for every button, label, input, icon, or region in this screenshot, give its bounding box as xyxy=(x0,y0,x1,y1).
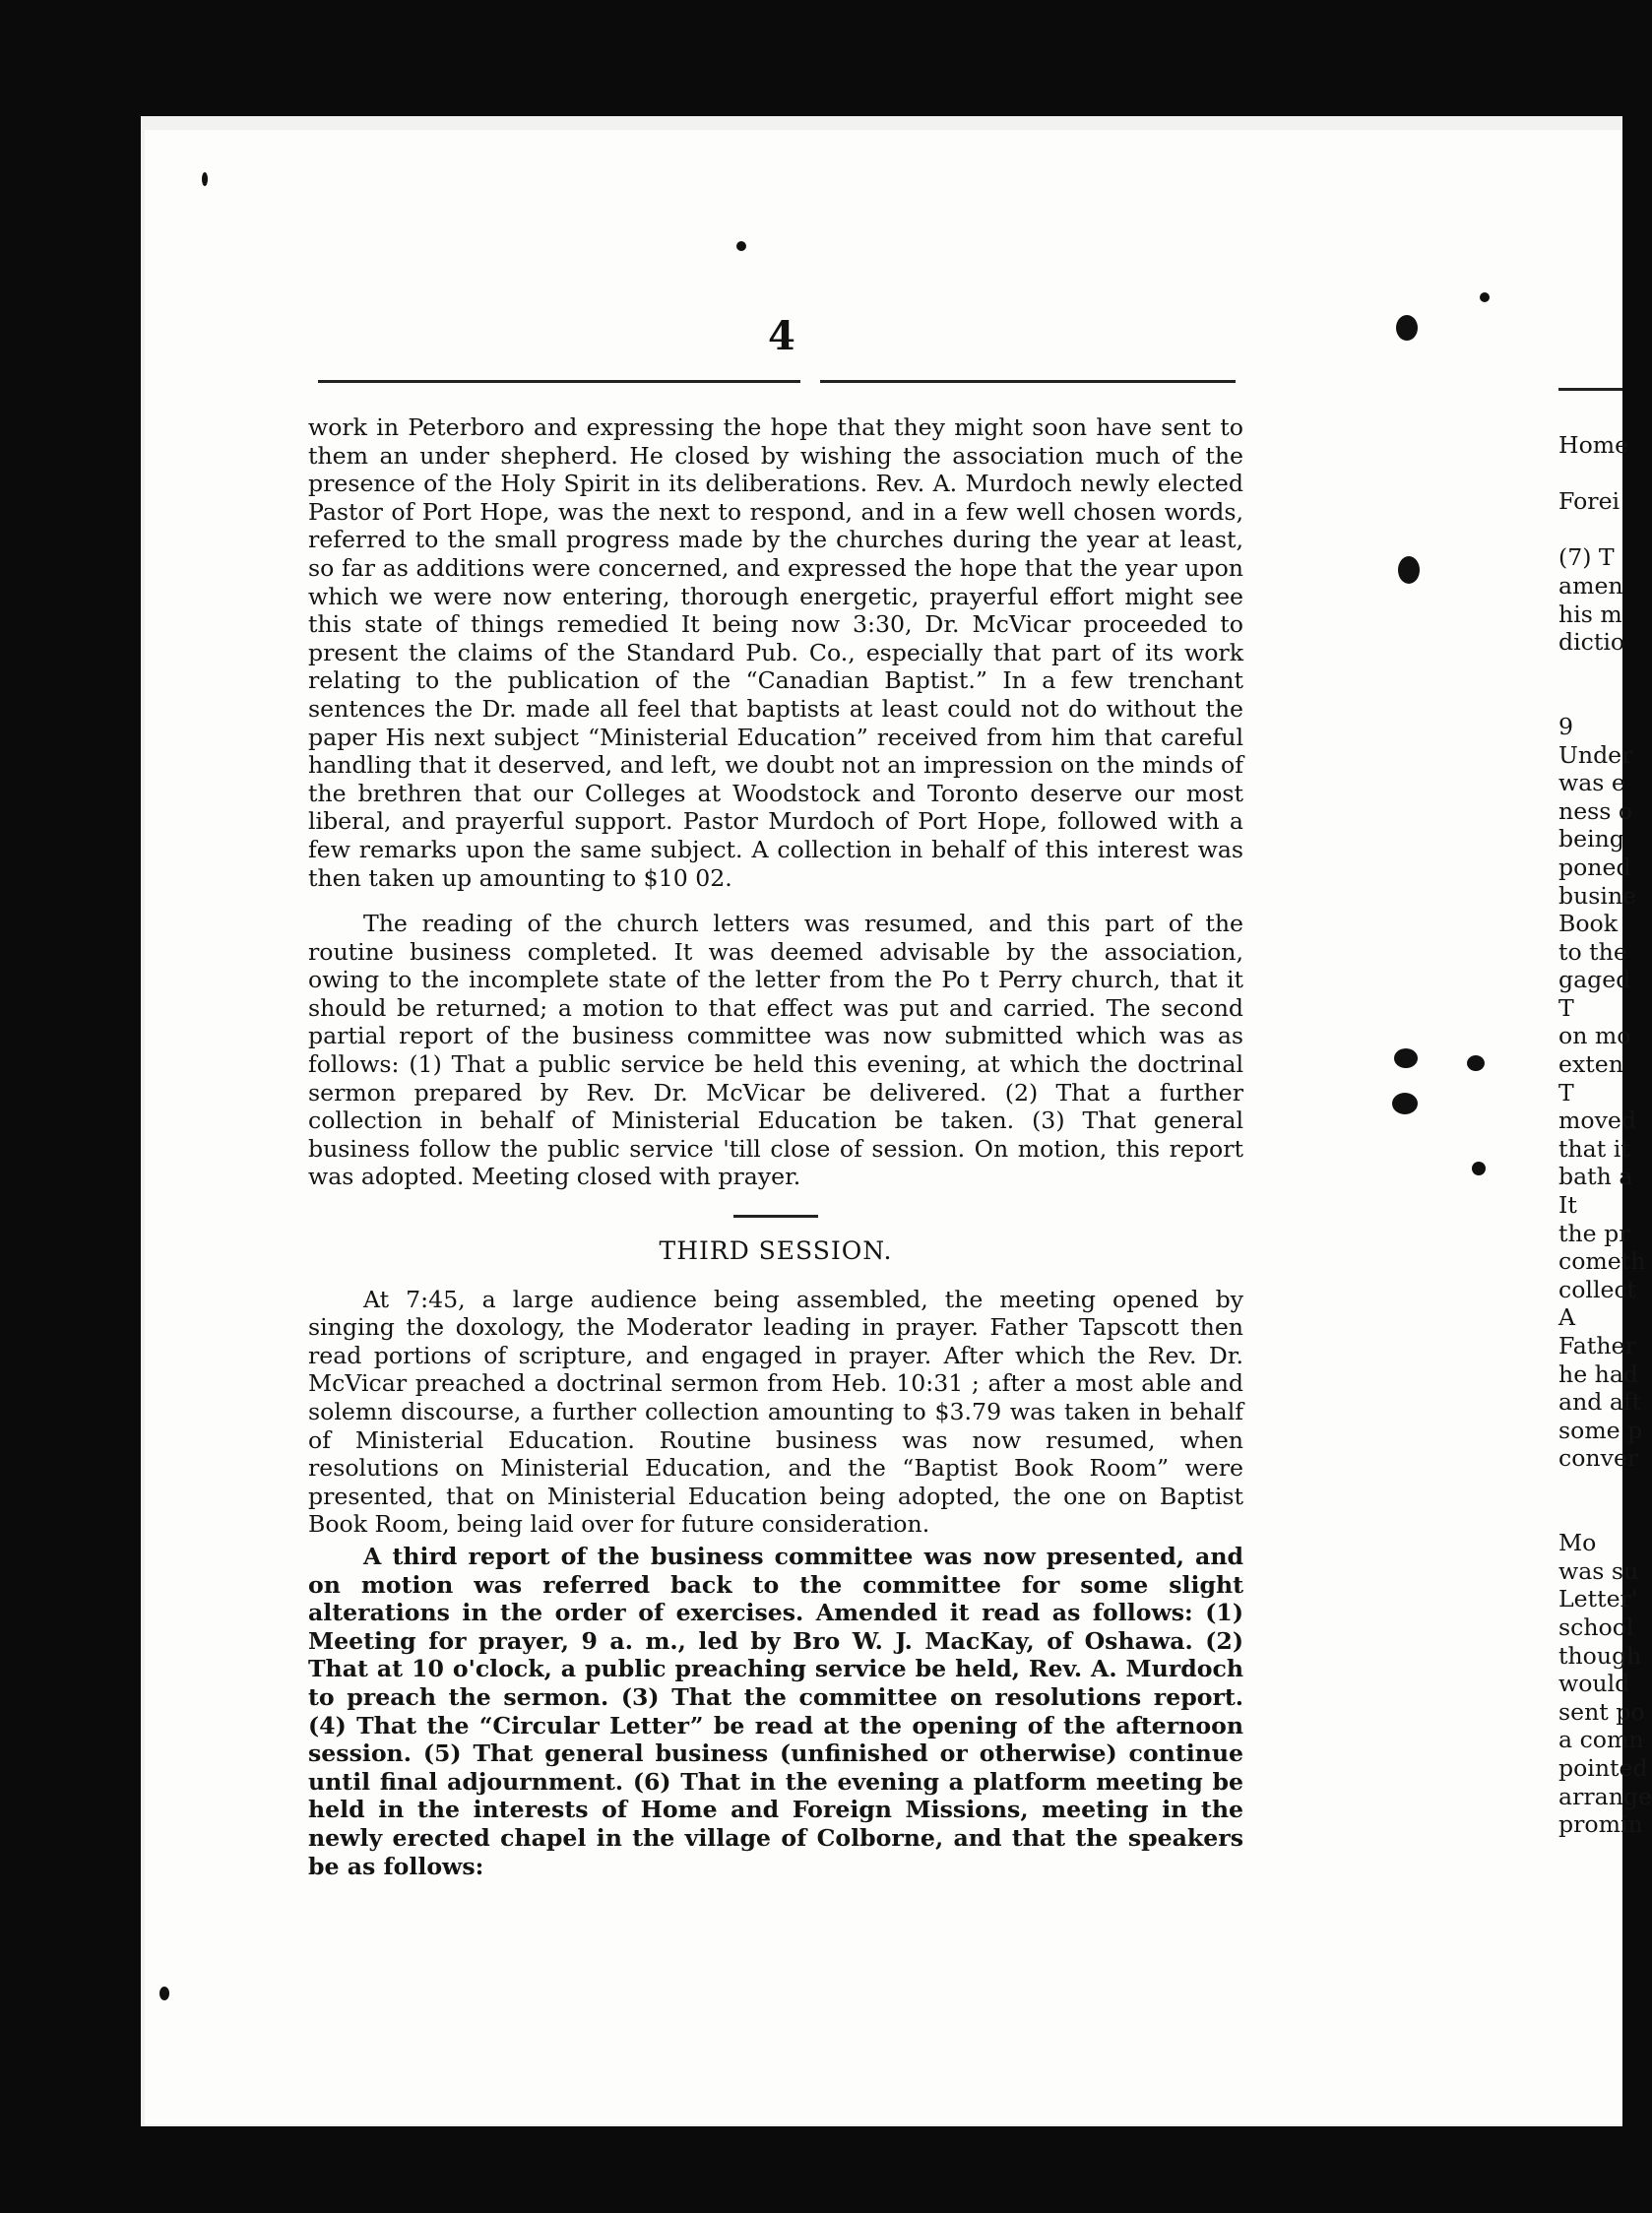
adjacent-column-line xyxy=(1558,1501,1627,1530)
adjacent-column-line: to the xyxy=(1558,937,1627,966)
header-rule-right xyxy=(820,380,1236,383)
adjacent-column-line xyxy=(1558,1473,1627,1501)
adjacent-column-line: amen xyxy=(1558,571,1623,600)
scan-speck xyxy=(736,241,746,251)
page-number: 4 xyxy=(768,313,795,359)
adjacent-column-line: he had xyxy=(1558,1359,1639,1388)
scan-speck xyxy=(202,172,208,186)
scan-speck xyxy=(159,1987,169,2000)
adjacent-column-line: moved xyxy=(1558,1106,1636,1135)
adjacent-column-line: a comn xyxy=(1558,1726,1644,1754)
adjacent-column-line: promin xyxy=(1558,1810,1643,1839)
adjacent-column-line: Father xyxy=(1558,1332,1636,1359)
adjacent-column-line: 9 xyxy=(1558,712,1574,740)
adjacent-column-line: gaged xyxy=(1558,966,1631,994)
adjacent-column-line: T xyxy=(1558,993,1574,1022)
adjacent-column-line: school xyxy=(1558,1612,1634,1641)
scan-speck xyxy=(1472,1162,1486,1175)
adjacent-column-line: Book xyxy=(1558,910,1619,938)
adjacent-column-rule xyxy=(1558,388,1622,391)
paragraph-third-report: A third report of the business committee was now presented, and on motion was referred back to the committee for some slight alterations in the order of exercises. Amended it read as follows: (1) Meeting for prayer, 9 a. m., led by Bro W. J. MacKay, of Oshawa. (2) That at 10 o'clock, a public preaching service be held, Rev. A. Murdoch to preach the sermon. (3) That the committee on resolutions report. (4) That the “Circular Letter” be read at the opening of the afternoon session. (5) That general business (unfinished or otherwise) continue until final adjournment. (6) That in the evening a platform meeting be held in the interests of Home and Foreign Missions, meeting in the newly erected chapel in the village of Colborne, and that the speakers be as follows: xyxy=(308,1542,1243,1880)
adjacent-column-line: would xyxy=(1558,1670,1630,1698)
scan-speck xyxy=(1392,1093,1418,1114)
section-divider xyxy=(733,1215,818,1218)
adjacent-column-line: bath a xyxy=(1558,1163,1633,1191)
scan-speck xyxy=(1467,1055,1485,1071)
adjacent-column-line: A xyxy=(1558,1303,1576,1332)
adjacent-column-line: T xyxy=(1558,1078,1574,1106)
adjacent-column-line: sent po xyxy=(1558,1697,1645,1726)
adjacent-column-line xyxy=(1558,684,1627,713)
paragraph-church-letters: The reading of the church letters was resumed, and this part of the routine business completed. It was deemed advisable by the association, owing to the incomplete state of the letter from the Po t Perry church, that it should be returned; a motion to that effect was put and carried. The second partial report of the business committee was now submitted which was as follows: (1) That a public service be held this evening, at which the doctrinal sermon prepared by Rev. Dr. McVicar be delivered. (2) That a further collection in behalf of Ministerial Education be taken. (3) That general business follow the public service 'till close of session. On motion, this report was adopted. Meeting closed with prayer. xyxy=(308,910,1243,1191)
adjacent-column-line xyxy=(1558,460,1627,488)
adjacent-column-line: Letter' xyxy=(1558,1585,1638,1613)
adjacent-column-line: exten xyxy=(1558,1050,1623,1079)
scan-speck xyxy=(1394,1048,1418,1068)
adjacent-column-line: was e xyxy=(1558,769,1625,797)
adjacent-column-line xyxy=(1558,516,1627,544)
header-rule-left xyxy=(318,380,800,383)
adjacent-column-line: Forei xyxy=(1558,487,1620,516)
adjacent-column-line: and aft xyxy=(1558,1388,1642,1417)
adjacent-column-line: Mo xyxy=(1558,1529,1597,1557)
adjacent-column-line: cometh xyxy=(1558,1247,1646,1276)
adjacent-column-line: busine xyxy=(1558,881,1637,910)
scan-speck xyxy=(1480,292,1490,302)
adjacent-column-line: though xyxy=(1558,1641,1642,1670)
adjacent-column-line: that it xyxy=(1558,1134,1630,1163)
adjacent-column-line xyxy=(1558,657,1627,685)
adjacent-column-line: his m xyxy=(1558,600,1622,628)
adjacent-column-line: collect xyxy=(1558,1275,1637,1303)
adjacent-column-line: the pr xyxy=(1558,1219,1630,1247)
adjacent-page-column xyxy=(1558,431,1652,1839)
adjacent-column-line: poned xyxy=(1558,853,1631,881)
adjacent-column-line: (7) T xyxy=(1558,543,1615,572)
paragraph-third-session-opening: At 7:45, a large audience being assembled, the meeting opened by singing the doxology, the Moderator leading in prayer. Father Tapscott then read portions of scripture, and engaged in prayer. After which the Rev. Dr. McVicar preached a doctrinal sermon from Heb. 10:31 ; after a most able and solemn discourse, a further collection amounting to $3.79 was taken in behalf of Ministerial Education. Routine business was now resumed, when resolutions on Ministerial Education, and the “Baptist Book Room” were presented, that on Ministerial Education being adopted, the one on Baptist Book Room, being laid over for future consideration. xyxy=(308,1285,1243,1539)
adjacent-column-line: some p xyxy=(1558,1416,1643,1444)
adjacent-column-line: Home xyxy=(1558,431,1629,459)
adjacent-column-line: It xyxy=(1558,1191,1577,1220)
adjacent-column-line: Under xyxy=(1558,740,1633,769)
main-text-column xyxy=(308,413,1243,1880)
adjacent-column-line: arrange xyxy=(1558,1782,1652,1810)
adjacent-column-line: pointed xyxy=(1558,1753,1648,1782)
adjacent-column-line: ness o xyxy=(1558,796,1633,825)
paragraph-continuation: work in Peterboro and expressing the hope that they might soon have sent to them an under shepherd. He closed by wishing the association much of the presence of the Holy Spirit in its deliberations. Rev. A. Murdoch newly elected Pastor of Port Hope, was the next to respond, and in a few well chosen words, referred to the small progress made by the churches during the year at least, so far as additions were concerned, and expressed the hope that the year upon which we were now entering, thorough energetic, prayerful effort might see this state of things remedied It being now 3:30, Dr. McVicar proceeded to present the claims of the Standard Pub. Co., especially that part of its work relating to the publication of the “Canadian Baptist.” In a few trenchant sentences the Dr. made all feel that baptists at least could not do without the paper His next subject “Ministerial Education” received from him that careful handling that it deserved, and left, we doubt not an impression on the minds of the brethren that our Colleges at Woodstock and Toronto deserve our most liberal, and prayerful support. Pastor Murdoch of Port Hope, followed with a few remarks upon the same subject. A collection in behalf of this interest was then taken up amounting to $10 02. xyxy=(308,413,1243,892)
adjacent-column-line: conver xyxy=(1558,1444,1639,1473)
adjacent-column-line: dictio xyxy=(1558,628,1625,657)
scan-speck xyxy=(1398,556,1420,584)
adjacent-column-line: on mo xyxy=(1558,1022,1631,1050)
adjacent-column-line: being xyxy=(1558,825,1624,854)
adjacent-column-line: was su xyxy=(1558,1556,1639,1585)
section-title: THIRD SESSION. xyxy=(659,1236,893,1266)
scan-speck xyxy=(1396,315,1418,341)
